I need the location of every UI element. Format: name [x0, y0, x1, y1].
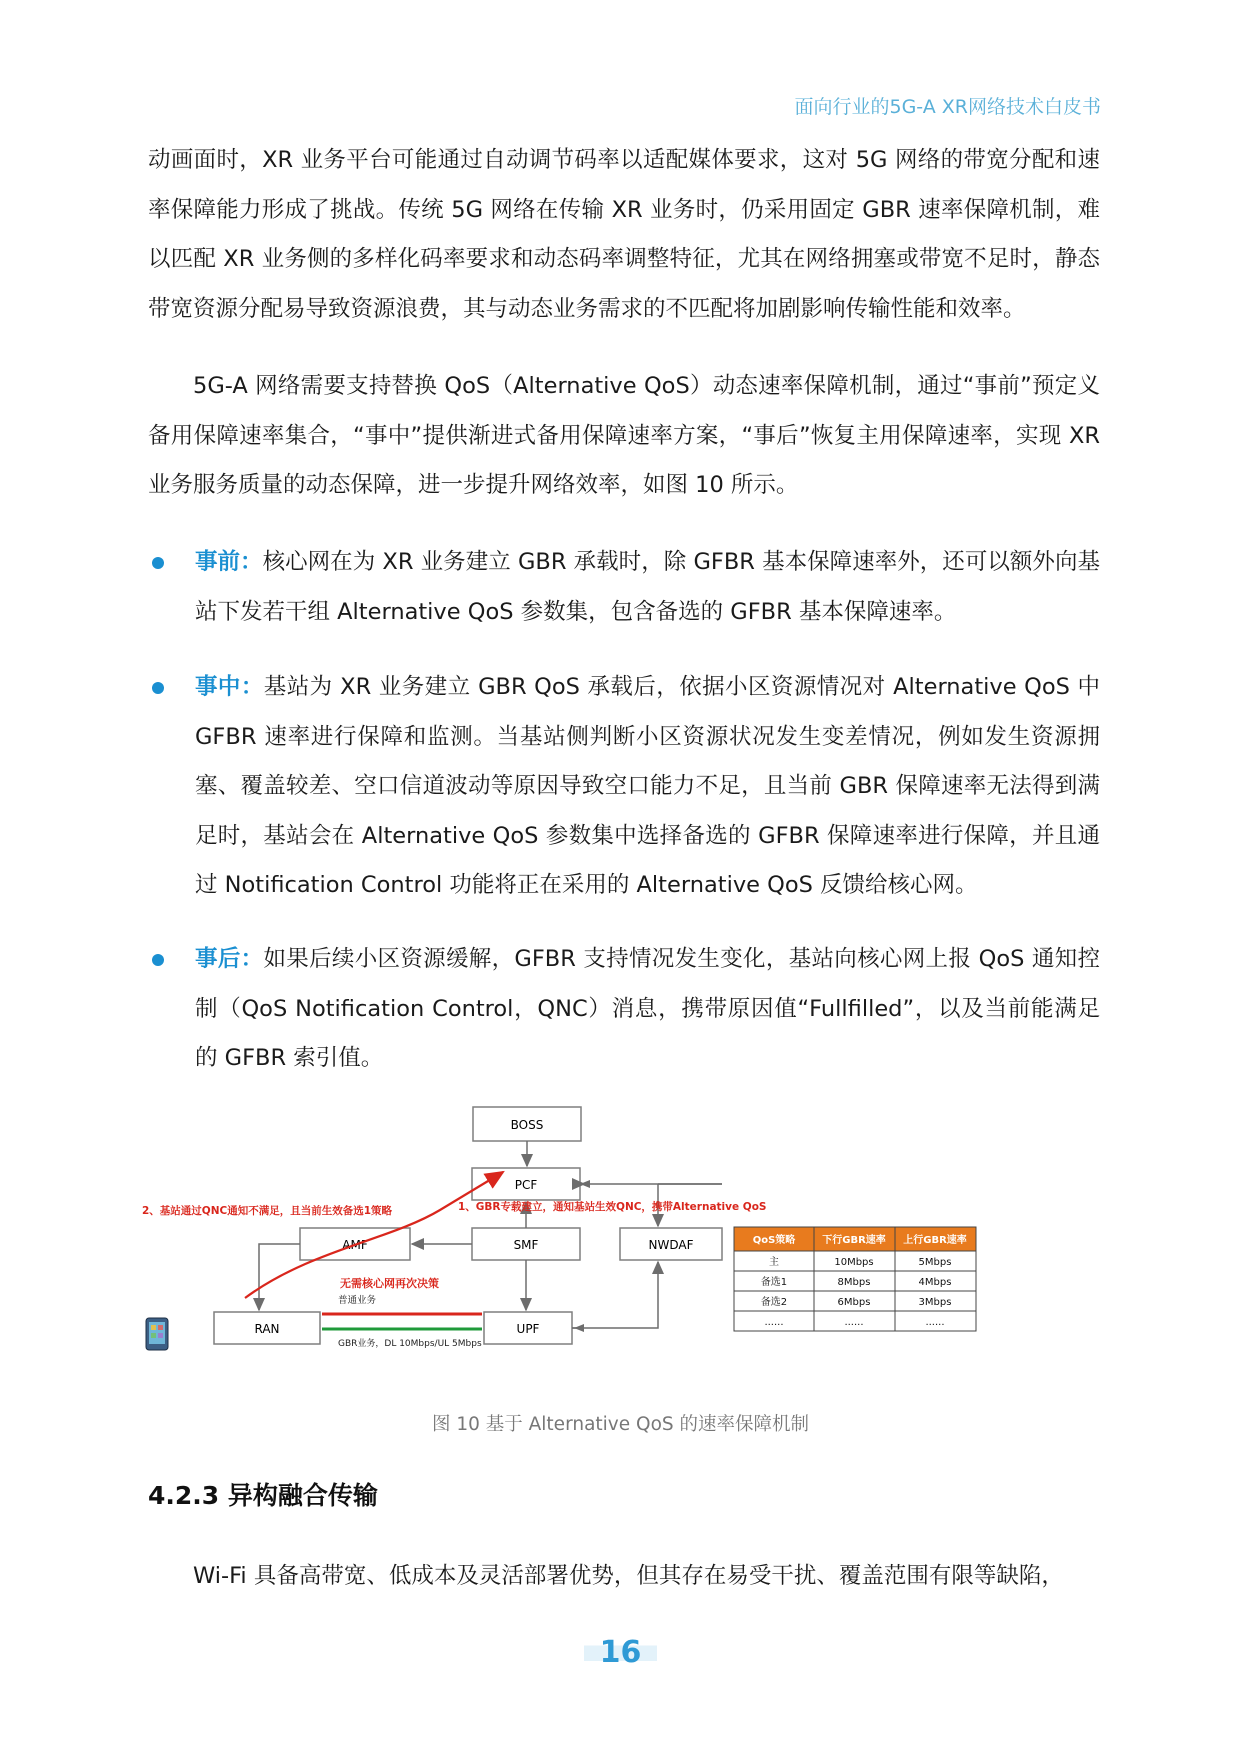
bullet-item-during	[148, 663, 1100, 911]
node-upf-label: UPF	[516, 1322, 540, 1336]
body-paragraph-3: Wi-Fi 具备高带宽、低成本及灵活部署优势，但其存在易受干扰、覆盖范围有限等缺陷，	[193, 1563, 1064, 1589]
figure-alternative-qos	[140, 1100, 1100, 1380]
node-amf-label: AMF	[342, 1238, 368, 1252]
node-nwdaf-label: NWDAF	[648, 1238, 694, 1252]
no-decision-label: 无需核心网再次决策	[340, 1277, 439, 1290]
annotation-1: 1、GBR专载建立，通知基站生效QNC，携带Alternative QoS	[458, 1201, 767, 1213]
node-boss	[473, 1107, 581, 1141]
gbr-service-label: GBR业务，DL 10Mbps/UL 5Mbps	[338, 1339, 482, 1349]
table-cell: 5Mbps	[918, 1257, 952, 1268]
table-cell: 备选2	[760, 1297, 788, 1308]
body-paragraph-1: 动画面时，XR 业务平台可能通过自动调节码率以适配媒体要求，这对 5G 网络的带宽分配和速率保障能力形成了挑战。传统 5G 网络在传输 XR 业务时，仍采用固定 GBR 速率保障机制，难以匹配 XR 业务侧的多样化码率要求和动态码率调整特征，尤其在网络拥塞或带宽不足时，静态带宽资源分配易导致资源浪费，其与动态业务需求的不匹配将加剧影响传输性能和效率。	[148, 147, 1100, 322]
table-cell: ......	[844, 1317, 864, 1328]
table-header: 下行GBR速率	[822, 1235, 886, 1246]
node-pcf-label: PCF	[514, 1178, 538, 1192]
section-heading: 4.2.3 异构融合传输	[148, 1481, 378, 1510]
qos-policy-table	[734, 1227, 976, 1331]
page-number	[0, 1635, 1241, 1670]
figure-caption: 图 10 基于 Alternative QoS 的速率保障机制	[431, 1414, 810, 1435]
table-cell: ......	[764, 1317, 784, 1328]
table-header: 上行GBR速率	[903, 1235, 967, 1246]
document-header-title: 面向行业的5G-A XR网络技术白皮书	[794, 96, 1101, 118]
node-smf	[472, 1228, 580, 1260]
node-boss-label: BOSS	[510, 1118, 544, 1132]
table-cell: 4Mbps	[918, 1277, 952, 1288]
node-upf	[484, 1312, 572, 1344]
table-header: QoS策略	[752, 1235, 796, 1246]
node-ran-label: RAN	[254, 1322, 280, 1336]
bullet-lead-before: 事前：	[195, 549, 263, 575]
phone-icon	[146, 1318, 168, 1350]
bullet-dot-icon	[152, 954, 164, 966]
node-ran	[214, 1312, 320, 1344]
bullet-item-after	[148, 935, 1100, 1084]
bullet-lead-after: 事后：	[195, 946, 264, 972]
table-cell: ......	[925, 1317, 945, 1328]
node-smf-label: SMF	[513, 1238, 539, 1252]
node-nwdaf	[620, 1228, 722, 1260]
qos-mechanism-diagram	[140, 1100, 1100, 1380]
bullet-dot-icon	[152, 557, 164, 569]
bullet-text-after: 如果后续小区资源缓解，GFBR 支持情况发生变化，基站向核心网上报 QoS 通知控制（QoS Notification Control，QNC）消息，携带原因值“Fullfilled”，以及当前能满足的 GFBR 索引值。	[195, 946, 1100, 1071]
table-cell: 6Mbps	[837, 1297, 871, 1308]
table-cell: 备选1	[760, 1277, 788, 1288]
table-cell: 10Mbps	[834, 1257, 874, 1268]
bullet-lead-during: 事中：	[195, 674, 264, 700]
bullet-text-before: 核心网在为 XR 业务建立 GBR 承载时，除 GFBR 基本保障速率外，还可以额外向基站下发若干组 Alternative QoS 参数集，包含备选的 GFBR 基本保障速率。	[195, 549, 1100, 625]
body-paragraph-2: 5G-A 网络需要支持替换 QoS（Alternative QoS）动态速率保障机制，通过“事前”预定义备用保障速率集合，“事中”提供渐进式备用保障速率方案，“事后”恢复主用保障速率，实现 XR 业务服务质量的动态保障，进一步提升网络效率，如图 10 所示。	[148, 373, 1100, 498]
table-cell: 3Mbps	[918, 1297, 952, 1308]
bullet-text-during: 基站为 XR 业务建立 GBR QoS 承载后，依据小区资源情况对 Alternative QoS 中 GFBR 速率进行保障和监测。当基站侧判断小区资源状况发生变差情况，例如发生资源拥塞、覆盖较差、空口信道波动等原因导致空口能力不足，且当前 GBR 保障速率无法得到满足时，基站会在 Alternative QoS 参数集中选择备选的 GFBR 保障速率进行保障，并且通过 Notification Control 功能将正在采用的 Alternative QoS 反馈给核心网。	[195, 674, 1100, 898]
bullet-dot-icon	[152, 682, 164, 694]
normal-service-label: 普通业务	[338, 1295, 377, 1306]
table-cell: 主	[769, 1257, 779, 1268]
bullet-item-before	[148, 538, 1100, 637]
node-pcf	[472, 1168, 580, 1200]
page-number-value: 16	[584, 1635, 658, 1670]
annotation-2: 2、基站通过QNC通知不满足，且当前生效备选1策略	[142, 1205, 393, 1217]
table-cell: 8Mbps	[837, 1277, 871, 1288]
